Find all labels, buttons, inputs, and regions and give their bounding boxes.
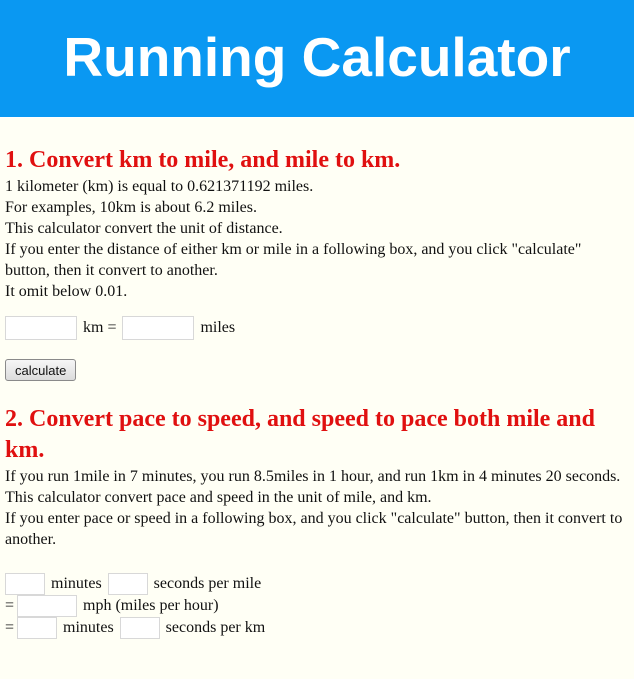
section2-line: If you enter pace or speed in a following box, and you click "calculate" button, then it convert to another. [5, 510, 623, 548]
mph-row [5, 595, 629, 617]
main-content [0, 145, 634, 639]
section1-line: It omit below 0.01. [5, 283, 128, 300]
km-pace-minutes-input[interactable] [17, 617, 57, 639]
mile-pace-seconds-input[interactable] [108, 573, 148, 595]
page-title: Running Calculator [63, 25, 571, 88]
km-pace-minutes-label: minutes [63, 619, 114, 636]
equals-sign: = [5, 597, 15, 614]
mph-input[interactable] [17, 595, 77, 617]
km-pace-seconds-label: seconds per km [165, 619, 266, 636]
mph-label: mph (miles per hour) [83, 597, 219, 614]
mile-pace-seconds-label: seconds per mile [153, 575, 262, 592]
pace-converter [5, 573, 629, 639]
mile-pace-minutes-label: minutes [51, 575, 102, 592]
section1-line: 1 kilometer (km) is equal to 0.621371192 miles. [5, 178, 314, 195]
distance-converter-row [5, 316, 629, 340]
miles-input[interactable] [122, 316, 194, 340]
km-pace-seconds-input[interactable] [120, 617, 160, 639]
mile-pace-row [5, 573, 629, 595]
km-label: km = [83, 319, 117, 336]
section2-description [5, 466, 629, 550]
km-pace-row [5, 617, 629, 639]
equals-sign: = [5, 619, 15, 636]
km-input[interactable] [5, 316, 77, 340]
section1-line: If you enter the distance of either km or mile in a following box, and you click "calculate" button, then it convert to another. [5, 241, 582, 279]
section1-line: This calculator convert the unit of distance. [5, 220, 283, 237]
calculate-distance-button[interactable]: calculate [5, 359, 76, 381]
section2-line: This calculator convert pace and speed in the unit of mile, and km. [5, 489, 432, 506]
page-header [0, 0, 634, 118]
mile-pace-minutes-input[interactable] [5, 573, 45, 595]
section1-title: 1. Convert km to mile, and mile to km. [5, 147, 401, 173]
section2-title: 2. Convert pace to speed, and speed to pace both mile and km. [5, 406, 596, 463]
section1-description [5, 176, 629, 302]
section1-line: For examples, 10km is about 6.2 miles. [5, 199, 257, 216]
section2-line: If you run 1mile in 7 minutes, you run 8.5miles in 1 hour, and run 1km in 4 minutes 20 seconds. [5, 468, 621, 485]
miles-label: miles [200, 319, 236, 336]
